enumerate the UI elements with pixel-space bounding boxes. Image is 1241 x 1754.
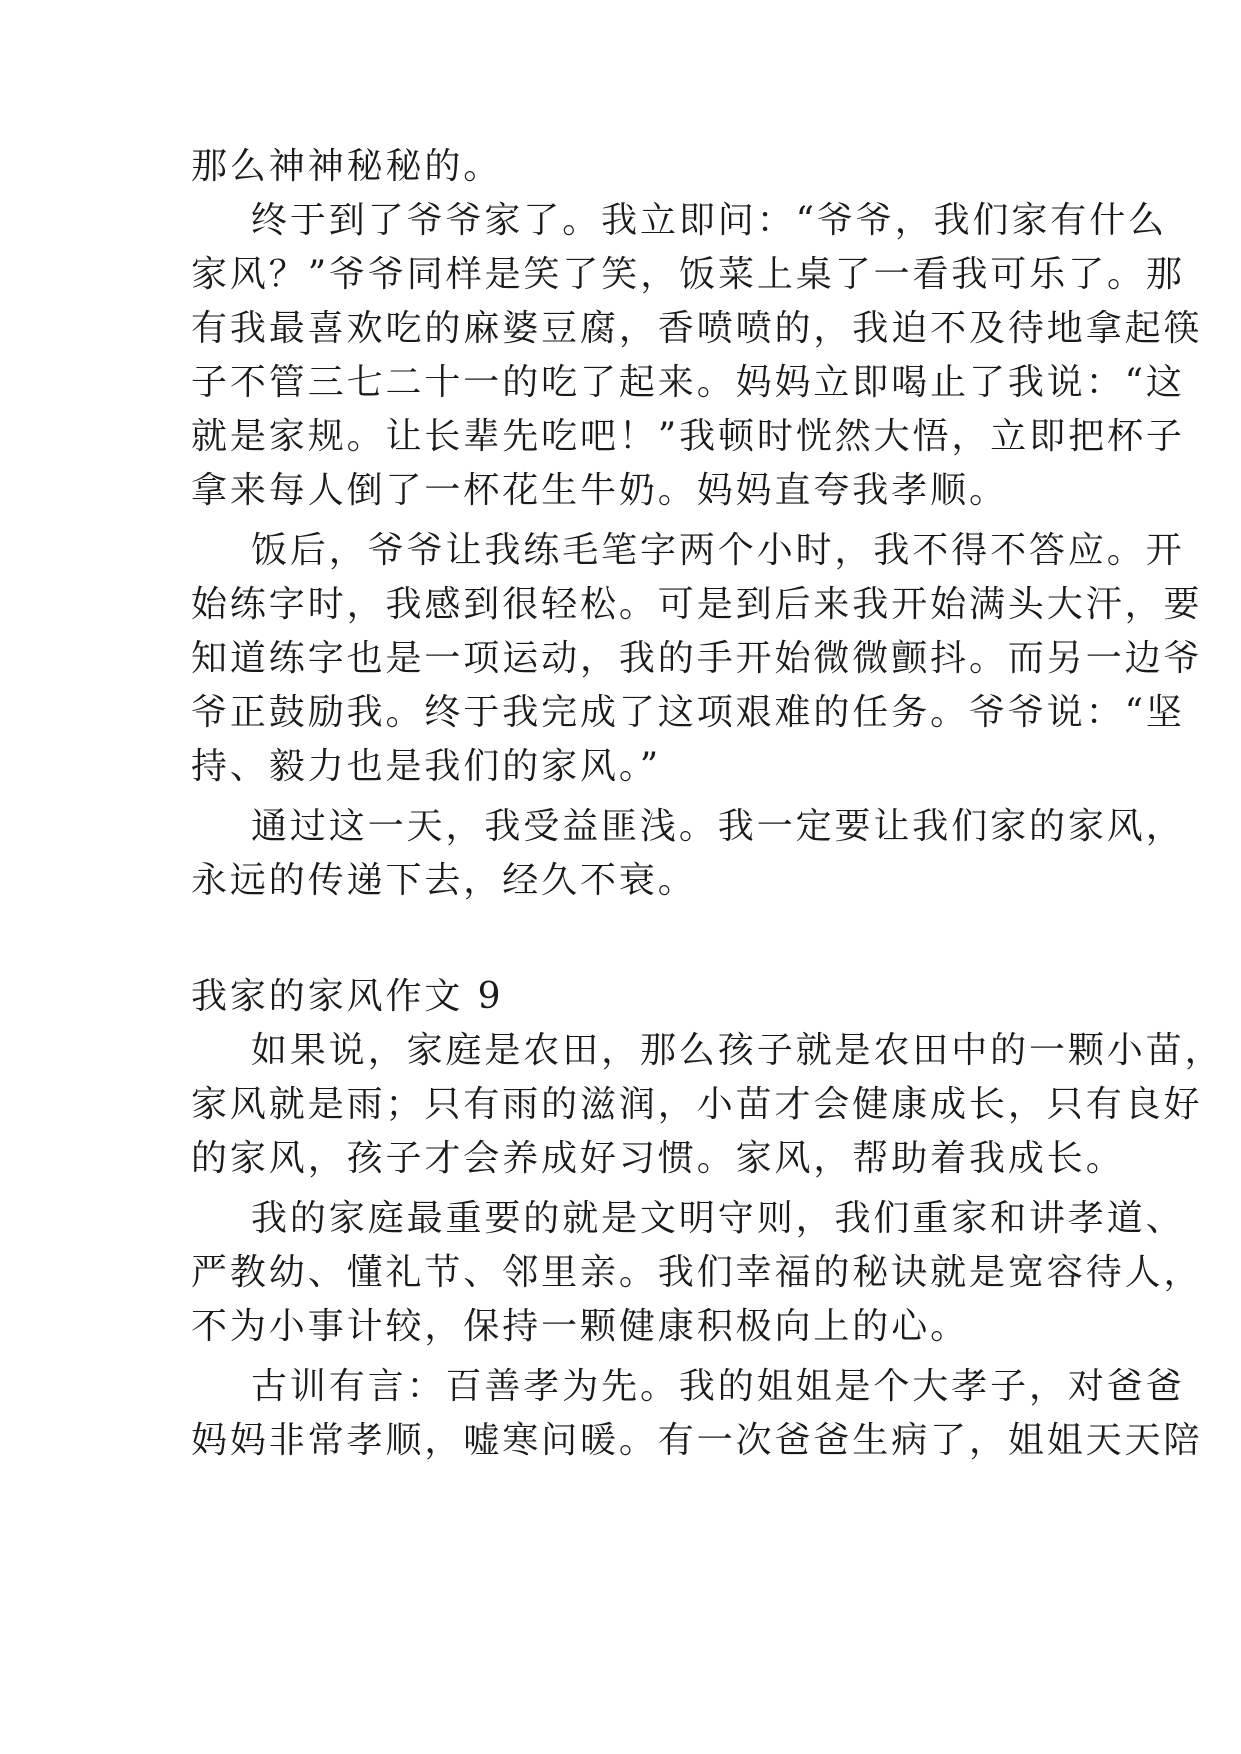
section-heading: 我家的家风作文 9	[191, 976, 504, 1017]
text-line: 如果说，家庭是农田，那么孩子就是农田中的一颗小苗，	[251, 1030, 1224, 1071]
text-line: 古训有言：百善孝为先。我的姐姐是个大孝子，对爸爸	[251, 1366, 1185, 1407]
text-line: 终于到了爷爷家了。我立即问：“爷爷，我们家有什么	[251, 200, 1168, 241]
text-line: 拿来每人倒了一杯花生牛奶。妈妈直夸我孝顺。	[191, 470, 1008, 511]
text-line: 知道练字也是一项运动，我的手开始微微颤抖。而另一边爷	[191, 638, 1203, 679]
text-line: 就是家规。让长辈先吃吧！”我顿时恍然大悟，立即把杯子	[191, 416, 1185, 457]
text-line: 有我最喜欢吃的麻婆豆腐，香喷喷的，我迫不及待地拿起筷	[191, 308, 1203, 349]
text-line: 子不管三七二十一的吃了起来。妈妈立即喝止了我说：“这	[191, 362, 1185, 403]
text-line: 爷正鼓励我。终于我完成了这项艰难的任务。爷爷说：“坚	[191, 692, 1185, 733]
text-line: 持、毅力也是我们的家风。”	[191, 746, 662, 787]
text-line: 那么神神秘秘的。	[191, 146, 503, 187]
text-line: 通过这一天，我受益匪浅。我一定要让我们家的家风，	[251, 806, 1185, 847]
text-line: 妈妈非常孝顺，嘘寒问暖。有一次爸爸生病了，姐姐天天陪	[191, 1420, 1203, 1461]
text-line: 始练字时，我感到很轻松。可是到后来我开始满头大汗，要	[191, 584, 1203, 625]
text-line: 不为小事计较，保持一颗健康积极向上的心。	[191, 1306, 970, 1347]
text-line: 永远的传递下去，经久不衰。	[191, 860, 697, 901]
text-line: 家风？”爷爷同样是笑了笑，饭菜上桌了一看我可乐了。那	[191, 254, 1185, 295]
text-line: 饭后，爷爷让我练毛笔字两个小时，我不得不答应。开	[251, 530, 1185, 571]
text-line: 家风就是雨；只有雨的滋润，小苗才会健康成长，只有良好	[191, 1084, 1203, 1125]
text-line: 严教幼、懂礼节、邻里亲。我们幸福的秘诀就是宽容待人，	[191, 1252, 1203, 1293]
text-line: 我的家庭最重要的就是文明守则，我们重家和讲孝道、	[251, 1198, 1185, 1239]
text-line: 的家风，孩子才会养成好习惯。家风，帮助着我成长。	[191, 1138, 1125, 1179]
